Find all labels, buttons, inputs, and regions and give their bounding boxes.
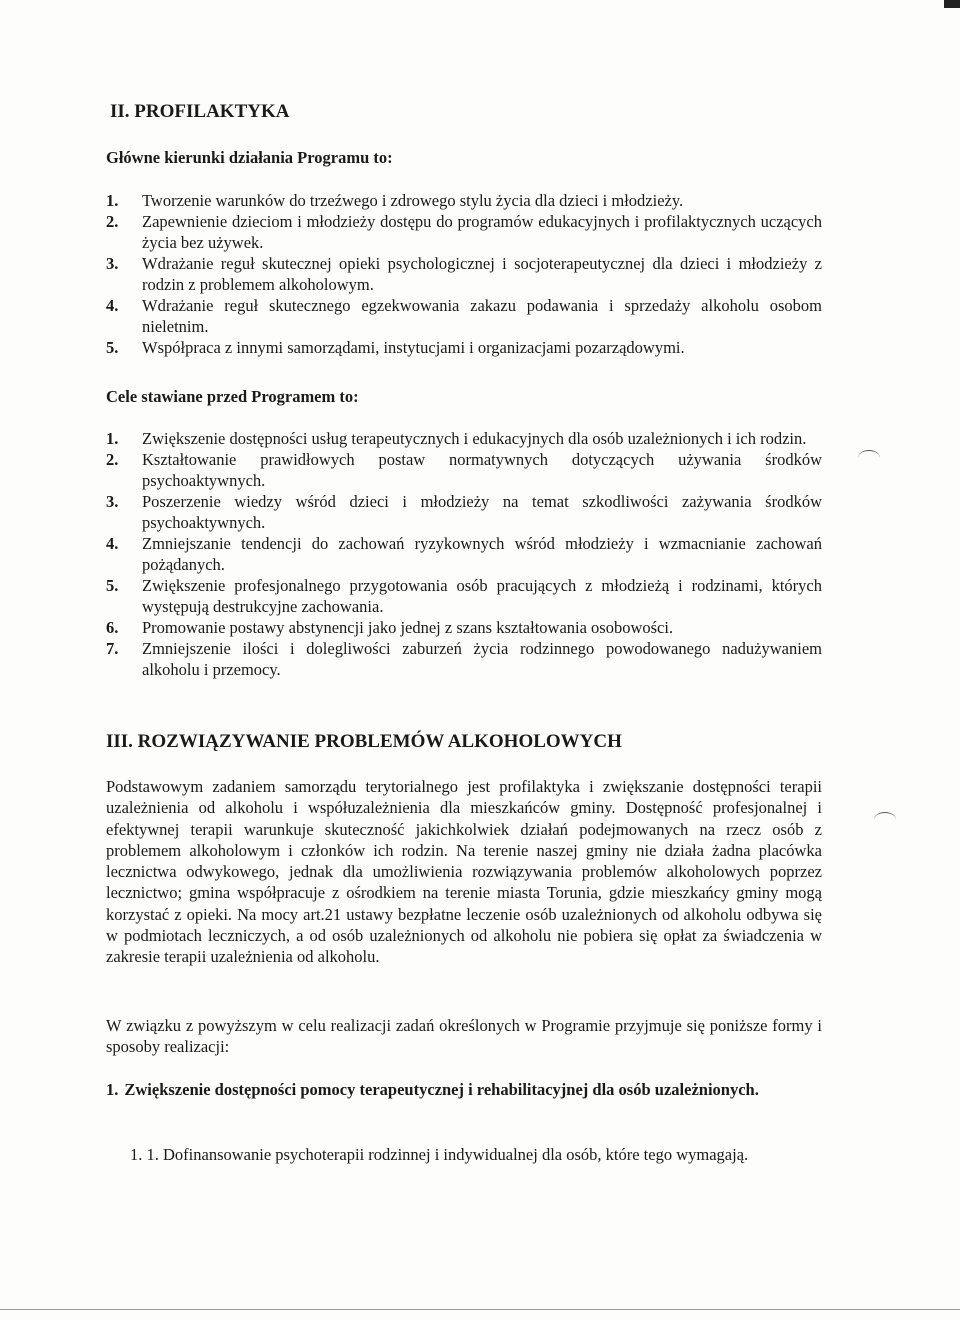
list-item [106, 295, 822, 337]
list-item [106, 253, 822, 295]
list-item [106, 211, 822, 253]
item-number: 1. [106, 191, 119, 210]
goals-list [106, 428, 822, 680]
goals-heading: Cele stawiane przed Programem to: [106, 387, 359, 406]
section-2-title: II. PROFILAKTYKA [110, 101, 290, 122]
list-item [106, 491, 822, 533]
subpoint-number: 1. 1. [130, 1145, 159, 1164]
item-number: 3. [106, 254, 119, 273]
section-3-title: III. ROZWIĄZYWANIE PROBLEMÓW ALKOHOLOWYCH [106, 731, 622, 752]
list-item [106, 533, 822, 575]
item-text: Zwiększenie dostępności usług terapeutycznych i edukacyjnych dla osób uzależnionych i ich rodzin. [142, 429, 807, 448]
scan-corner-mark [944, 0, 960, 8]
list-item [106, 449, 822, 491]
point-text: Zwiększenie dostępności pomocy terapeutycznej i rehabilitacyjnej dla osób uzależnionych. [124, 1080, 759, 1099]
point-1 [106, 1079, 822, 1101]
item-text: Zmniejszanie tendencji do zachowań ryzykownych wśród młodzieży i wzmacnianie zachowań pożądanych. [142, 534, 822, 574]
directions-heading: Główne kierunki działania Programu to: [106, 148, 393, 167]
item-text: Kształtowanie prawidłowych postaw normatywnych dotyczących używania środków psychoaktywnych. [142, 450, 822, 490]
item-number: 5. [106, 338, 119, 357]
item-text: Zapewnienie dzieciom i młodzieży dostępu do programów edukacyjnych i profilaktycznych uczących życia bez używek. [142, 212, 822, 252]
list-item [106, 337, 822, 358]
item-number: 1. [106, 429, 119, 448]
item-number: 4. [106, 296, 119, 315]
item-text: Współpraca z innymi samorządami, instytucjami i organizacjami pozarządowymi. [142, 338, 685, 357]
list-item [106, 638, 822, 680]
item-text: Wdrażanie reguł skutecznej opieki psychologicznej i socjoterapeutycznej dla dzieci i młodzieży z rodzin z problemem alkoholowym. [142, 254, 822, 294]
item-text: Poszerzenie wiedzy wśród dzieci i młodzieży na temat szkodliwości zażywania środków psychoaktywnych. [142, 492, 822, 532]
scan-bottom-edge [0, 1309, 960, 1310]
item-number: 5. [106, 576, 119, 595]
subpoint-text: Dofinansowanie psychoterapii rodzinnej i indywidualnej dla osób, które tego wymagają. [163, 1145, 749, 1164]
item-number: 7. [106, 639, 119, 658]
item-number: 3. [106, 492, 119, 511]
item-number: 4. [106, 534, 119, 553]
point-number: 1. [106, 1080, 119, 1099]
item-number: 2. [106, 212, 119, 231]
paragraph-implementation: W związku z powyższym w celu realizacji zadań określonych w Programie przyjmuje się poniższe formy i sposoby realizacji: [106, 1016, 822, 1057]
paragraph-therapy-access: Podstawowym zadaniem samorządu terytorialnego jest profilaktyka i zwiększanie dostępności terapii uzależnienia od alkoholu i współuzależnienia dla mieszkańców gminy. Dostępność profesjonalnej i efektywnej terapii warunkuje skuteczność jakichkolwiek działań podejmowanych na rzecz osób z problemem alkoholowym i członków ich rodzin. Na terenie naszej gminy nie działa żadna placówka lecznictwa odwykowego, jednak dla umożliwienia rozwiązywania problemów alkoholowych poprzez lecznictwo; gmina współpracuje z ośrodkiem na terenie miasta Torunia, gdzie mieszkańcy gminy mogą korzystać z opieki. Na mocy art.21 ustawy bezpłatne leczenie osób uzależnionych od alkoholu odbywa się w podmiotach leczniczych, a od osób uzależnionych od alkoholu nie pobiera się opłat za świadczenia w zakresie terapii uzależnienia od alkoholu. [106, 777, 822, 967]
item-text: Wdrażanie reguł skutecznego egzekwowania zakazu podawania i sprzedaży alkoholu osobom nieletnim. [142, 296, 822, 336]
subpoint-1-1 [130, 1144, 822, 1166]
item-text: Promowanie postawy abstynencji jako jednej z szans kształtowania osobowości. [142, 618, 674, 637]
scan-artifact-mark [874, 812, 896, 827]
scan-artifact-mark [858, 450, 880, 465]
list-item [106, 617, 822, 638]
directions-list [106, 190, 822, 358]
list-item [106, 428, 822, 449]
item-text: Zmniejszenie ilości i dolegliwości zaburzeń życia rodzinnego powodowanego nadużywaniem alkoholu i przemocy. [142, 639, 822, 679]
item-number: 6. [106, 618, 119, 637]
list-item [106, 575, 822, 617]
list-item [106, 190, 822, 211]
item-number: 2. [106, 450, 119, 469]
item-text: Tworzenie warunków do trzeźwego i zdrowego stylu życia dla dzieci i młodzieży. [142, 191, 684, 210]
item-text: Zwiększenie profesjonalnego przygotowania osób pracujących z młodzieżą i rodzinami, których występują destrukcyjne zachowania. [142, 576, 822, 616]
